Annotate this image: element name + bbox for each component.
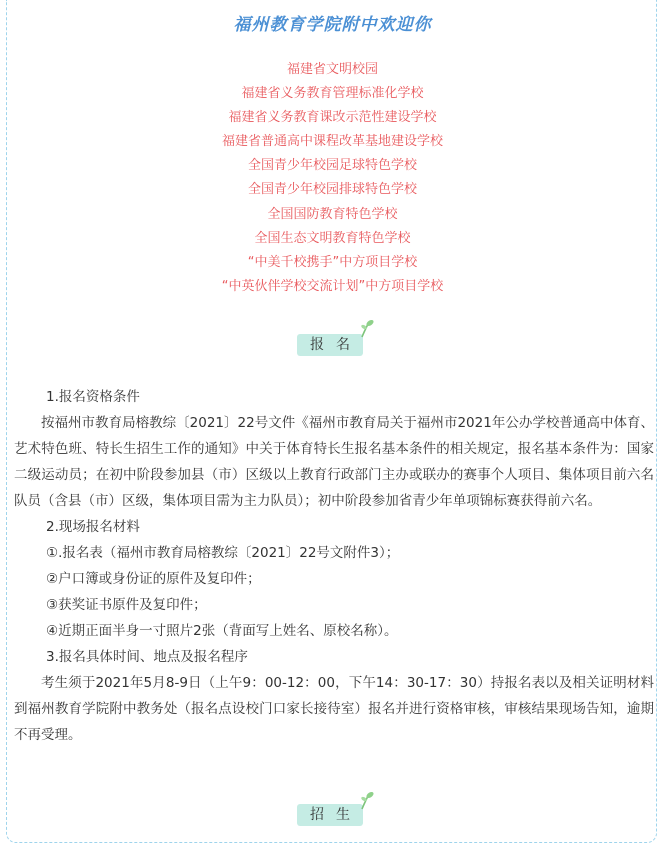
page-title: 福州教育学院附中欢迎你	[233, 15, 432, 35]
section-heading: 1.报名资格条件	[46, 389, 140, 405]
section-badge-enroll: 招生	[297, 804, 363, 826]
honor-item: 福建省普通高中课程改革基地建设学校	[221, 134, 443, 150]
honor-item: 全国青少年校园足球特色学校	[247, 158, 417, 174]
list-item: ②户口簿或身份证的原件及复印件；	[46, 571, 261, 587]
section-badge-signup: 报名	[297, 334, 363, 356]
list-item: ④近期正面半身一寸照片2张（背面写上姓名、原校名称）。	[46, 623, 398, 639]
paragraph: 考生须于2021年5月8-9日（上午9：00-12：00，下午14：30-17：30）持报名表以及相关证明材料到福州教育学院附中教务处（报名点设校门口家长接待室）报名并进行资格审核，审核结果现场告知，逾期不再受理。	[14, 675, 654, 743]
honor-item: “中英伙伴学校交流计划”中方项目学校	[221, 278, 444, 294]
honors-list	[0, 58, 665, 299]
sprout-icon	[358, 790, 376, 810]
section-heading: 2.现场报名材料	[46, 519, 140, 535]
list-item: ③获奖证书原件及复印件；	[46, 597, 207, 613]
honor-item: 全国国防教育特色学校	[267, 206, 398, 222]
sprout-icon	[358, 318, 376, 338]
honor-item: 福建省义务教育管理标准化学校	[241, 86, 424, 102]
signup-content	[14, 384, 654, 748]
honor-item: “中美千校携手”中方项目学校	[247, 254, 418, 270]
paragraph: 按福州市教育局榕教综〔2021〕22号文件《福州市教育局关于福州市2021年公办学校普通高中体育、艺术特色班、特长生招生工作的通知》中关于体育特长生报名基本条件的相关规定，报名基本条件为：国家二级运动员；在初中阶段参加县（市）区级以上教育行政部门主办或联办的赛事个人项目、集体项目前六名队员（含县（市）区级，集体项目需为主力队员）；初中阶段参加省青少年单项锦标赛获得前六名。	[14, 415, 654, 509]
section-heading: 3.报名具体时间、地点及报名程序	[46, 649, 248, 665]
list-item: ①.报名表（福州市教育局榕教综〔2021〕22号文附件3）；	[46, 545, 400, 561]
honor-item: 福建省文明校园	[286, 62, 378, 77]
honor-item: 全国青少年校园排球特色学校	[247, 182, 417, 198]
honor-item: 福建省义务教育课改示范性建设学校	[228, 110, 437, 126]
honor-item: 全国生态文明教育特色学校	[254, 230, 411, 246]
